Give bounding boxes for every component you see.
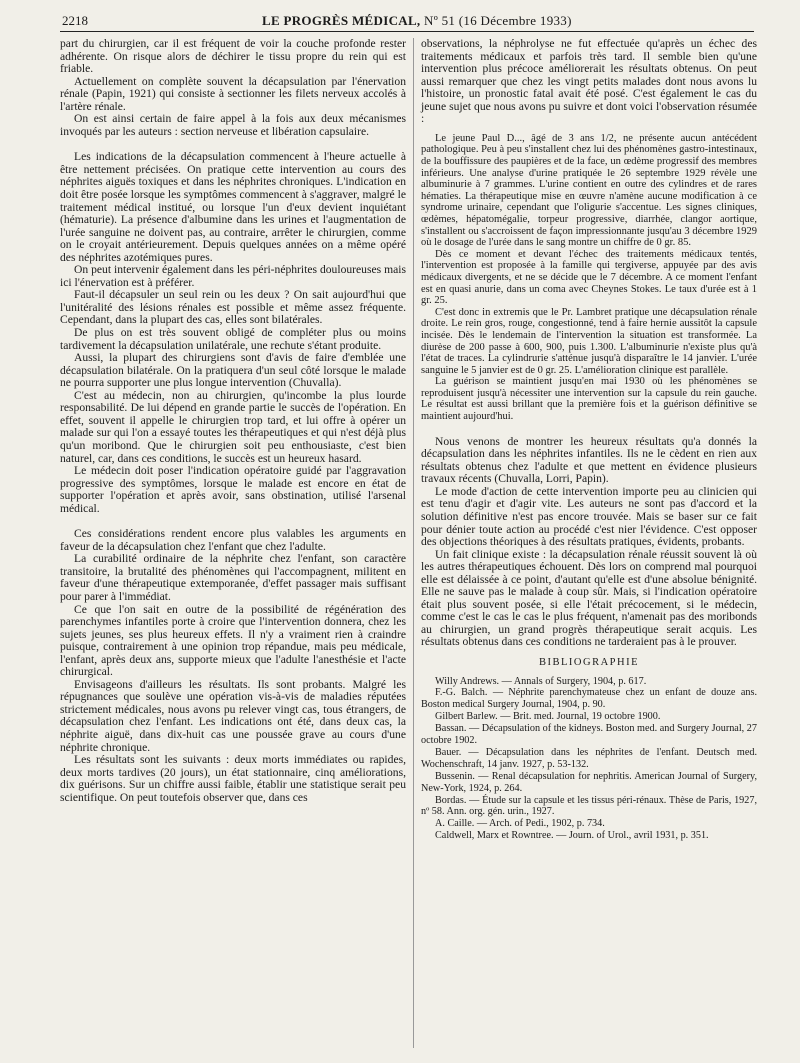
running-title	[262, 13, 572, 29]
paragraph: Ces considérations rendent encore plus valables les arguments en faveur de la décapsulation chez l'enfant que chez l'adulte.	[60, 527, 406, 553]
paragraph: Les résultats sont les suivants : deux morts immédiates ou rapides, deux morts tardives (20 jours), un état stationnaire, cinq améliorations, dix guérisons. Sur un chiffre aussi faible, établir une statistique serait peu scientifique. On peut toutefois observer que, dans ces	[60, 753, 406, 804]
page-number: 2218	[62, 13, 88, 28]
paragraph: Faut-il décapsuler un seul rein ou les deux ? On sait aujourd'hui que l'unitéralité des lésions rénales est possible et même assez fréquente. Cependant, dans la plupart des cas, elles sont bilatérales.	[60, 288, 406, 327]
column-divider	[413, 38, 414, 1048]
paragraph: Ce que l'on sait en outre de la possibilité de régénération des parenchymes infantiles porte à croire que l'intervention donnera, chez les sujets jeunes, ses plus heureux effets. Il n'y a vraiment rien à craindre puisque, contrairement à une opinion trop répandue, mais peu médicale, l'enfant, après deux ans, supporte mieux que l'adulte l'anesthésie et l'acte chirurgical.	[60, 602, 406, 679]
header-rule	[60, 31, 754, 32]
bibliography-entry: F.-G. Balch. — Néphrite parenchymateuse chez un enfant de douze ans. Boston medical Surgery Journal, 1904, p. 90.	[421, 687, 757, 711]
paragraph: Le médecin doit poser l'indication opératoire guidé par l'aggravation progressive des symptômes, lorsque le malade est encore en état de supporter l'opération et après avoir, sans obstination, utilisé l'arsenal médical.	[60, 464, 406, 515]
bibliography-list	[421, 676, 757, 843]
paragraph: Actuellement on complète souvent la décapsulation par l'énervation rénale (Papin, 1921) qui consiste à sectionner les filets nerveux accolés à l'artère rénale.	[60, 74, 406, 113]
bibliography-entry: Gilbert Barlew. — Brit. med. Journal, 19 octobre 1900.	[435, 711, 661, 723]
left-column	[60, 38, 406, 804]
bibliography-entry: Bordas. — Étude sur la capsule et les tissus péri-rénaux. Thèse de Paris, 1927, nº 58. Ann. org. gén. urin., 1927.	[421, 794, 757, 818]
issue-info: Nº 51 (16 Décembre 1933)	[424, 13, 572, 28]
case-paragraph: Dès ce moment et devant l'échec des traitements médicaux tentés, l'intervention est proposée à la famille qui tergiverse, appuyée par des avis médicaux divergents, et ne se décide que le 7 décembre. A ce moment l'enfant est en quasi anurie, dans un coma avec Cheynes Stokes. Le taux d'urée est à 1 gr. 25.	[421, 248, 757, 307]
paragraph: Les indications de la décapsulation commencent à l'heure actuelle à être nettement précisées. On pratique cette intervention au cours des néphrites aiguës toxiques et dans les néphrites chroniques. L'indication en doit être posée lorsque les symptômes commencent à s'aggraver, malgré le traitement médical institué, ou lorsque l'un d'eux devient inquiétant (hématurie). La présence d'albumine dans les urines et l'augmentation de l'urée sanguine ne doivent pas, au contraire, arrêter le chirurgien, comme on le croyait antérieurement. Depuis quelques années on a même opéré des néphrites azotémiques pures.	[60, 150, 406, 264]
bibliography-entry: A. Caille. — Arch. of Pedi., 1902, p. 734.	[435, 818, 605, 830]
case-report	[421, 133, 757, 423]
paragraph: On peut intervenir également dans les péri-néphrites douloureuses mais ici l'énervation est à préférer.	[60, 263, 406, 289]
bibliography-entry: Willy Andrews. — Annals of Surgery, 1904, p. 617.	[435, 675, 647, 687]
paragraph: Envisageons d'ailleurs les résultats. Ils sont probants. Malgré les répugnances que soulève une opération vis-à-vis de maladies réputées strictement médicales, nous avons pu relever vingt cas, tous étrangers, de décapsulation chez l'enfant. Les indications ont été, dans deux cas, la néphrite aiguë, dans dix-huit cas une poussée grave au cours d'une néphrite chronique.	[60, 677, 406, 754]
bibliography-entry: Bauer. — Décapsulation dans les néphrites de l'enfant. Deutsch med. Wochenschraft, 14 janv. 1927, p. 53-132.	[421, 746, 757, 770]
bibliography-entry: Bussenin. — Renal décapsulation for nephritis. American Journal of Surgery, New-York, 1924, p. 264.	[421, 770, 757, 794]
case-paragraph: Le jeune Paul D..., âgé de 3 ans 1/2, ne présente aucun antécédent pathologique. Peu à peu s'installent chez lui des phénomènes gastro-intestinaux, de la bouffissure des paupières et de la face, un œdème progressif des membres inférieurs. Une analyse d'urine pratiquée le 26 septembre 1929 révèle une albuminurie à 7 grammes. L'urine contient en outre des cylindres et de rares hématies. La thérapeutique mise en œuvre n'amène aucune modification à ce syndrome urinaire, cependant que l'oligurie s'accentue. Les signes cliniques, œdèmes, hépatomégalie, torpeur progressive, diarrhée, clangor aortique, s'installent ou s'accroissent de façon impressionnante jusqu'au 3 décembre 1929 où le dosage de l'urée dans le sang montre un chiffre de 0 gr. 85.	[421, 132, 757, 249]
bibliography-entry: Caldwell, Marx et Rowntree. — Journ. of Urol., avril 1931, p. 351.	[435, 830, 709, 842]
paragraph: On est ainsi certain de faire appel à la fois aux deux mécanismes invoqués par les auteurs : section nerveuse et libération capsulaire.	[60, 112, 406, 138]
conclusion	[421, 436, 757, 649]
bibliography-title: BIBLIOGRAPHIE	[539, 656, 639, 668]
journal-title: LE PROGRÈS MÉDICAL,	[262, 13, 421, 28]
paragraph: Un fait clinique existe : la décapsulation rénale réussit souvent là où les autres thérapeutiques échouent. Dès lors on comprend mal pourquoi elle est délaissée à ce point, d'autant qu'elle est d'une absolue bénignité. Elle ne sauve pas le malade à coup sûr. Mais, si l'indication opératoire était plus souvent posée, si elle l'était précocement, si le médecin, comme c'est le cas le cas le plus fréquent, n'amenait pas des moribonds au chirurgien, un grand progrès thérapeutique serait acquis. Les résultats obtenus dans ces conditions ne tarderaient pas à le prouver.	[421, 547, 757, 649]
paragraph: part du chirurgien, car il est fréquent de voir la couche profonde rester adhérente. On risque alors de déchirer le tissu propre du rein qui est friable.	[60, 37, 406, 76]
bibliography-entry: Bassan. — Décapsulation of the kidneys. Boston med. and Surgery Journal, 27 octobre 1902.	[421, 723, 757, 747]
paragraph: Aussi, la plupart des chirurgiens sont d'avis de faire d'emblée une décapsulation bilatérale. On la pratiquera d'un seul côté lorsque le malade ne pourra supporter une plus longue intervention (Chuvalla).	[60, 351, 406, 390]
paragraph: C'est au médecin, non au chirurgien, qu'incombe la plus lourde responsabilité. De lui dépend en grande partie le succès de l'opération. En effet, souvent il appelle le chirurgien trop tard, et lui offre à opérer un malade sur qui l'on a essayé toutes les thérapeutiques et qui n'est déjà plus qu'un moribond. Que le chirurgien soit peu enthousiaste, c'est bien naturel, car, dans ces conditions, le succès est un heureux hasard.	[60, 388, 406, 465]
right-column	[421, 38, 757, 842]
paragraph: Le mode d'action de cette intervention importe peu au clinicien qui est tenu d'agir et d'agir vite. Les auteurs ne sont pas d'accord et la solution définitive n'est pas encore trouvée. Mais se baser sur ce fait pour dénier toute action au procédé c'est nier l'évidence. C'est opposer des objections théoriques à des résultats pratiques, évidents, probants.	[421, 484, 757, 549]
running-header	[62, 11, 752, 31]
case-paragraph: La guérison se maintient jusqu'en mai 1930 où les phénomènes se reproduisent jusqu'à nécessiter une intervention sur la capsule du rein gauche. Le résultat est aussi brillant que la première fois et la guérison définitive se maintient aujourd'hui.	[421, 376, 757, 423]
paragraph: La curabilité ordinaire de la néphrite chez l'enfant, son caractère transitoire, la brutalité des phénomènes qui l'accompagnent, militent en faveur d'une thérapeutique extemporanée, d'effet passager mais suffisant pour parer à l'immédiat.	[60, 552, 406, 603]
paragraph: observations, la néphrolyse ne fut effectuée qu'après un échec des traitements médicaux et parfois très tard. Il semble bien qu'une intervention plus précoce améliorerait les résultats obtenus. On peut aussi remarquer que chez les vingt petits malades dont nous avons lu l'histoire, un pronostic fatal avait été posé. C'est également le cas du jeune sujet que nous avons pu suivre et dont voici l'observation résumée :	[421, 37, 757, 126]
right-intro	[421, 38, 757, 126]
case-paragraph: C'est donc in extremis que le Pr. Lambret pratique une décapsulation rénale droite. Le rein gros, rouge, congestionné, tend à faire hernie aussitôt la capsule incisée. Dès le lendemain de l'intervention la situation est transformée. La diurèse de 200 passe à 600, 900, puis 1.300. L'albuminurie n'existe plus qu'à l'état de traces. La cylindrurie s'atténue jusqu'à disparaître le 14 janvier. L'urée sanguine le 5 janvier est de 0 gr. 25. L'amélioration clinique est parallèle.	[421, 306, 757, 376]
paragraph: Nous venons de montrer les heureux résultats qu'a donnés la décapsulation dans les néphrites infantiles. Ils ne le cèdent en rien aux résultats obtenus chez l'adulte et que mettent en évidence plusieurs travaux récents (Chuvalla, Lorri, Papin).	[421, 434, 757, 486]
paragraph: De plus on est très souvent obligé de compléter plus ou moins tardivement la décapsulation unilatérale, une rechute s'étant produite.	[60, 326, 406, 352]
